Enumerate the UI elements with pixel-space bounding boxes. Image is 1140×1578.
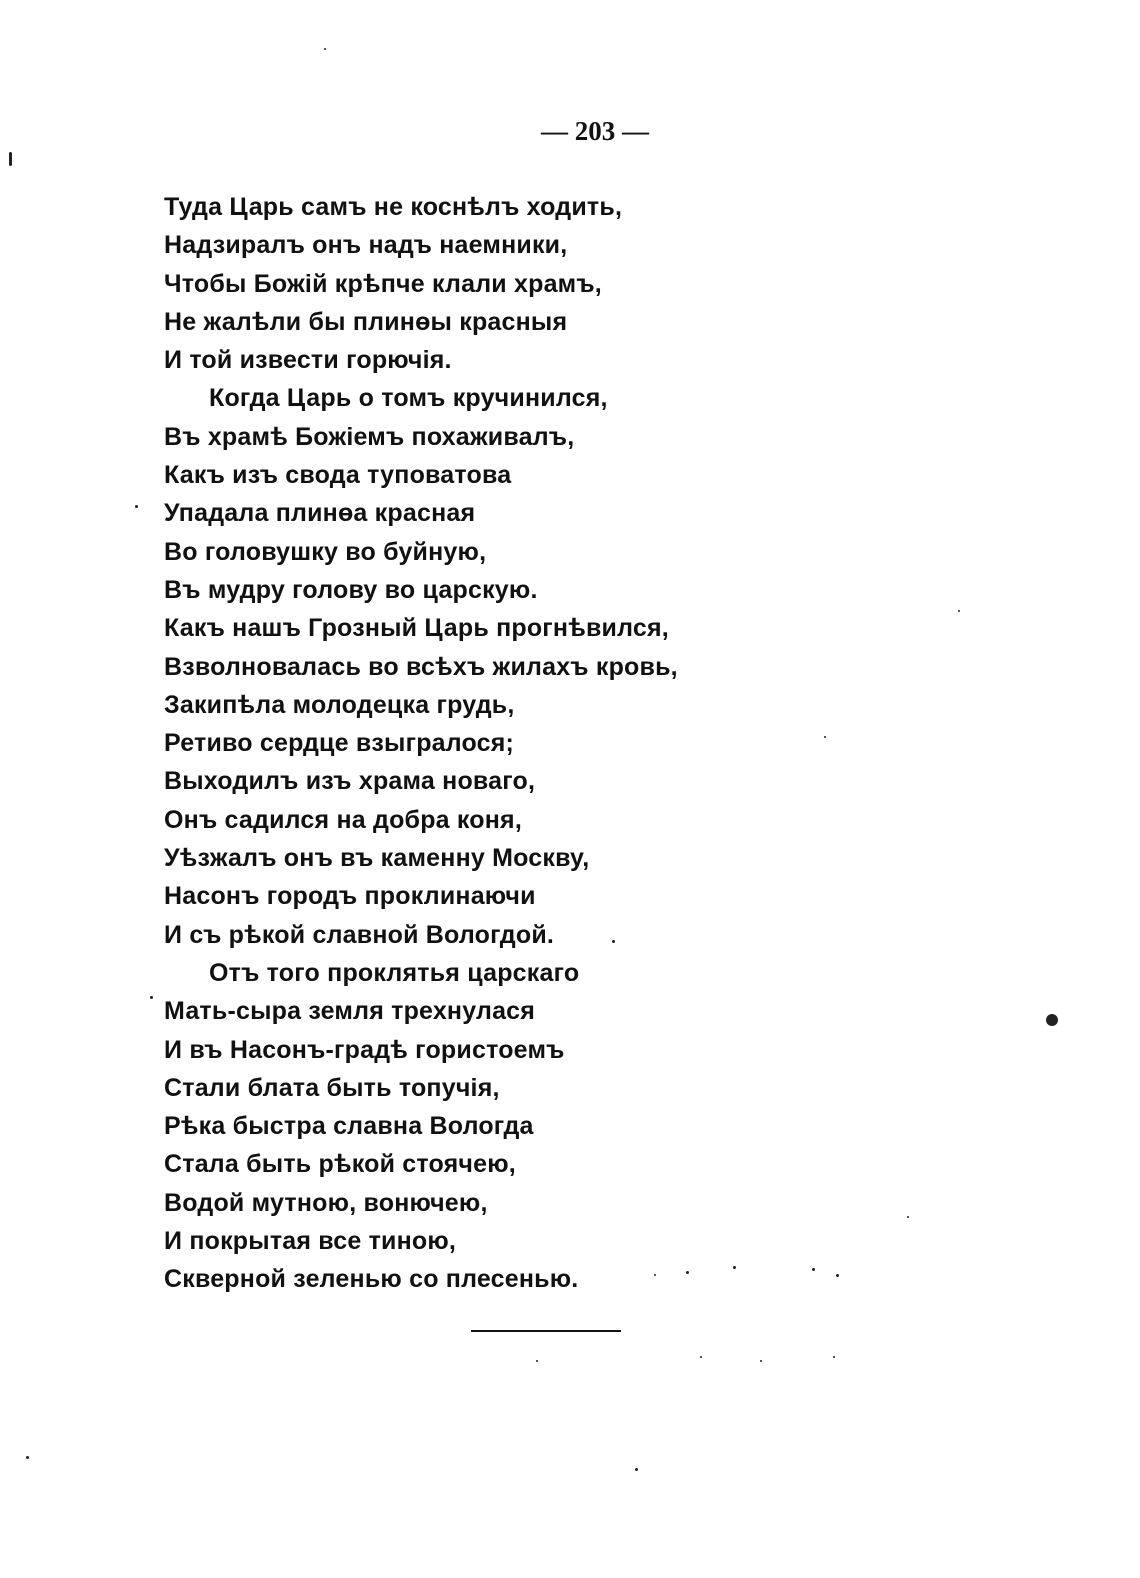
poem-line: И той извести горючія.	[164, 346, 452, 375]
poem-line: Водой мутною, вонючею,	[164, 1188, 488, 1217]
scan-speck	[9, 152, 12, 166]
poem-line: Взволновалась во всѣхъ жилахъ кровь,	[164, 652, 678, 681]
poem-line: Упадала плинөа красная	[164, 499, 476, 528]
scan-speck	[612, 940, 615, 943]
scan-speck	[635, 1468, 638, 1471]
end-divider	[471, 1330, 621, 1332]
poem-line: И въ Насонъ-градѣ гористоемъ	[164, 1035, 565, 1064]
poem-line: Когда Царь о томъ кручинился,	[209, 384, 608, 413]
poem-line: И покрытая все тиною,	[164, 1227, 457, 1256]
poem-line: Туда Царь самъ не коснѣлъ ходить,	[164, 193, 623, 221]
poem-line: Уѣзжалъ онъ въ каменну Москву,	[164, 844, 590, 873]
scan-speck	[1046, 1014, 1058, 1026]
scan-speck	[907, 1216, 909, 1218]
page-number: — 203 —	[541, 116, 649, 146]
poem-line: Чтобы Божій крѣпче клали храмъ,	[164, 269, 602, 298]
poem-line: Онъ садился на добра коня,	[164, 805, 522, 834]
poem-line: И съ рѣкой славной Вологдой.	[164, 920, 555, 949]
scan-speck	[824, 736, 826, 738]
poem-line: Стала быть рѣкой стоячею,	[164, 1150, 516, 1179]
poem-line: Стали блата быть топучія,	[164, 1073, 500, 1102]
scan-speck	[686, 1271, 689, 1274]
scan-speck	[833, 1356, 835, 1358]
poem-line: Насонъ городъ проклинаючи	[164, 882, 536, 911]
poem-line: Въ храмѣ Божіемъ похаживалъ,	[164, 422, 575, 451]
poem-line: Какъ нашъ Грозный Царь прогнѣвился,	[164, 614, 669, 643]
poem-line: Отъ того проклятья царскаго	[209, 958, 580, 987]
scan-speck	[324, 48, 326, 50]
scan-speck	[760, 1360, 762, 1362]
poem-line: Надзиралъ онъ надъ наемники,	[164, 231, 568, 260]
scan-speck	[812, 1268, 815, 1271]
scan-speck	[733, 1266, 736, 1269]
poem-line: Во головушку во буйную,	[164, 537, 487, 566]
poem-line: Закипѣла молодецка грудь,	[164, 690, 515, 719]
poem-line: Выходилъ изъ храма новаго,	[164, 767, 536, 796]
scan-speck	[150, 996, 153, 999]
scan-speck	[135, 505, 138, 508]
scan-speck	[836, 1274, 839, 1277]
poem-line: Ретиво сердце взыгралося;	[164, 729, 515, 758]
poem-line: Скверной зеленью со плесенью.	[164, 1265, 579, 1294]
scan-speck	[536, 1360, 538, 1362]
scan-speck	[700, 1356, 702, 1358]
scan-speck	[26, 1456, 29, 1459]
scan-speck	[654, 1274, 656, 1276]
poem-line: Не жалѣли бы плинөы красныя	[164, 307, 568, 336]
poem-line: Рѣка быстра славна Вологда	[164, 1112, 534, 1141]
poem-line: Мать-сыра земля трехнулася	[164, 997, 536, 1026]
poem-line: Какъ изъ свода туповатова	[164, 461, 512, 490]
poem-line: Въ мудру голову во царскую.	[164, 575, 538, 604]
scan-speck	[958, 610, 960, 612]
poem-text	[164, 188, 964, 1299]
